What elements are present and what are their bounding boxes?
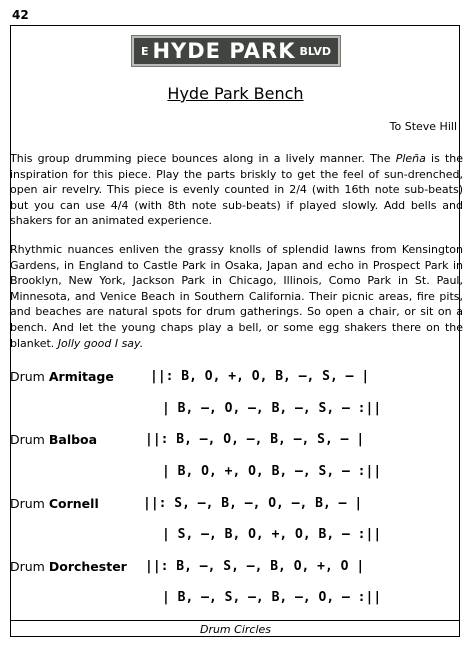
drum-pattern-line1: ||: B, O, +, O, B, –, S, – | [150, 369, 370, 384]
drum-prefix: Drum [10, 369, 45, 384]
drum-name: Dorchester [48, 559, 127, 574]
drum-label [10, 432, 97, 447]
drum-prefix: Drum [10, 496, 45, 511]
intro-italic: Pleña [395, 152, 426, 165]
drum-label [10, 496, 99, 511]
drum-pattern-line2: | B, –, O, –, B, –, S, – :|| [162, 401, 382, 416]
street-sign-image [132, 36, 340, 66]
footer-divider [10, 620, 460, 621]
intro-paragraph [10, 151, 463, 229]
sign-prefix: E [140, 44, 149, 58]
page-number: 42 [12, 8, 29, 22]
drum-pattern-line2: | B, –, S, –, B, –, O, – :|| [162, 590, 382, 605]
dedication: To Steve Hill [389, 120, 457, 133]
drum-prefix: Drum [10, 432, 45, 447]
drum-pattern-line2: | S, –, B, O, +, O, B, – :|| [162, 527, 382, 542]
sign-street: HYDE PARK [152, 39, 296, 63]
drum-prefix: Drum [10, 559, 45, 574]
drum-label [10, 369, 114, 384]
drum-name: Cornell [48, 496, 99, 511]
piece-title: Hyde Park Bench [167, 84, 304, 103]
rhythm-paragraph [10, 242, 463, 351]
drum-pattern-line1: ||: S, –, B, –, O, –, B, – | [143, 496, 363, 511]
intro-text-b: is the inspiration for this piece. Play the parts briskly to get the feel of sun-drenched, open air revelry. This piece is evenly counted in 2/4 (with 16th note sub-beats) but you can use 4/4 (with 8th note sub-beats) if played slowly. Add bells and shakers for an animated experience. [10, 152, 464, 228]
drum-name: Balboa [48, 432, 98, 447]
drum-name: Armitage [48, 369, 114, 384]
drum-label [10, 559, 127, 574]
rhythm-italic: Jolly good I say. [57, 336, 144, 350]
drum-pattern-line1: ||: B, –, S, –, B, O, +, O | [145, 559, 365, 574]
rhythm-text: Rhythmic nuances enliven the grassy knolls of splendid lawns from Kensington Gardens, in England to Castle Park in Osaka, Japan and echo in Prospect Park in Brooklyn, New York, Jackson Park in Chicago, Illinois, Como Park in St. Paul, Minnesota, and Venice Beach in Southern California. Their picnic areas, fire pits, and beaches are natural spots for drum gatherings. So open a chair, or sit on a bench. And let the young chaps play a bell, or some egg shakers there on the blanket. [10, 243, 463, 350]
footer-title: Drum Circles [199, 623, 272, 636]
drum-pattern-line2: | B, O, +, O, B, –, S, – :|| [162, 464, 382, 479]
intro-text-a: This group drumming piece bounces along in a lively manner. The [10, 152, 396, 165]
drum-pattern-line1: ||: B, –, O, –, B, –, S, – | [145, 432, 365, 447]
sign-suffix: BLVD [299, 44, 332, 58]
